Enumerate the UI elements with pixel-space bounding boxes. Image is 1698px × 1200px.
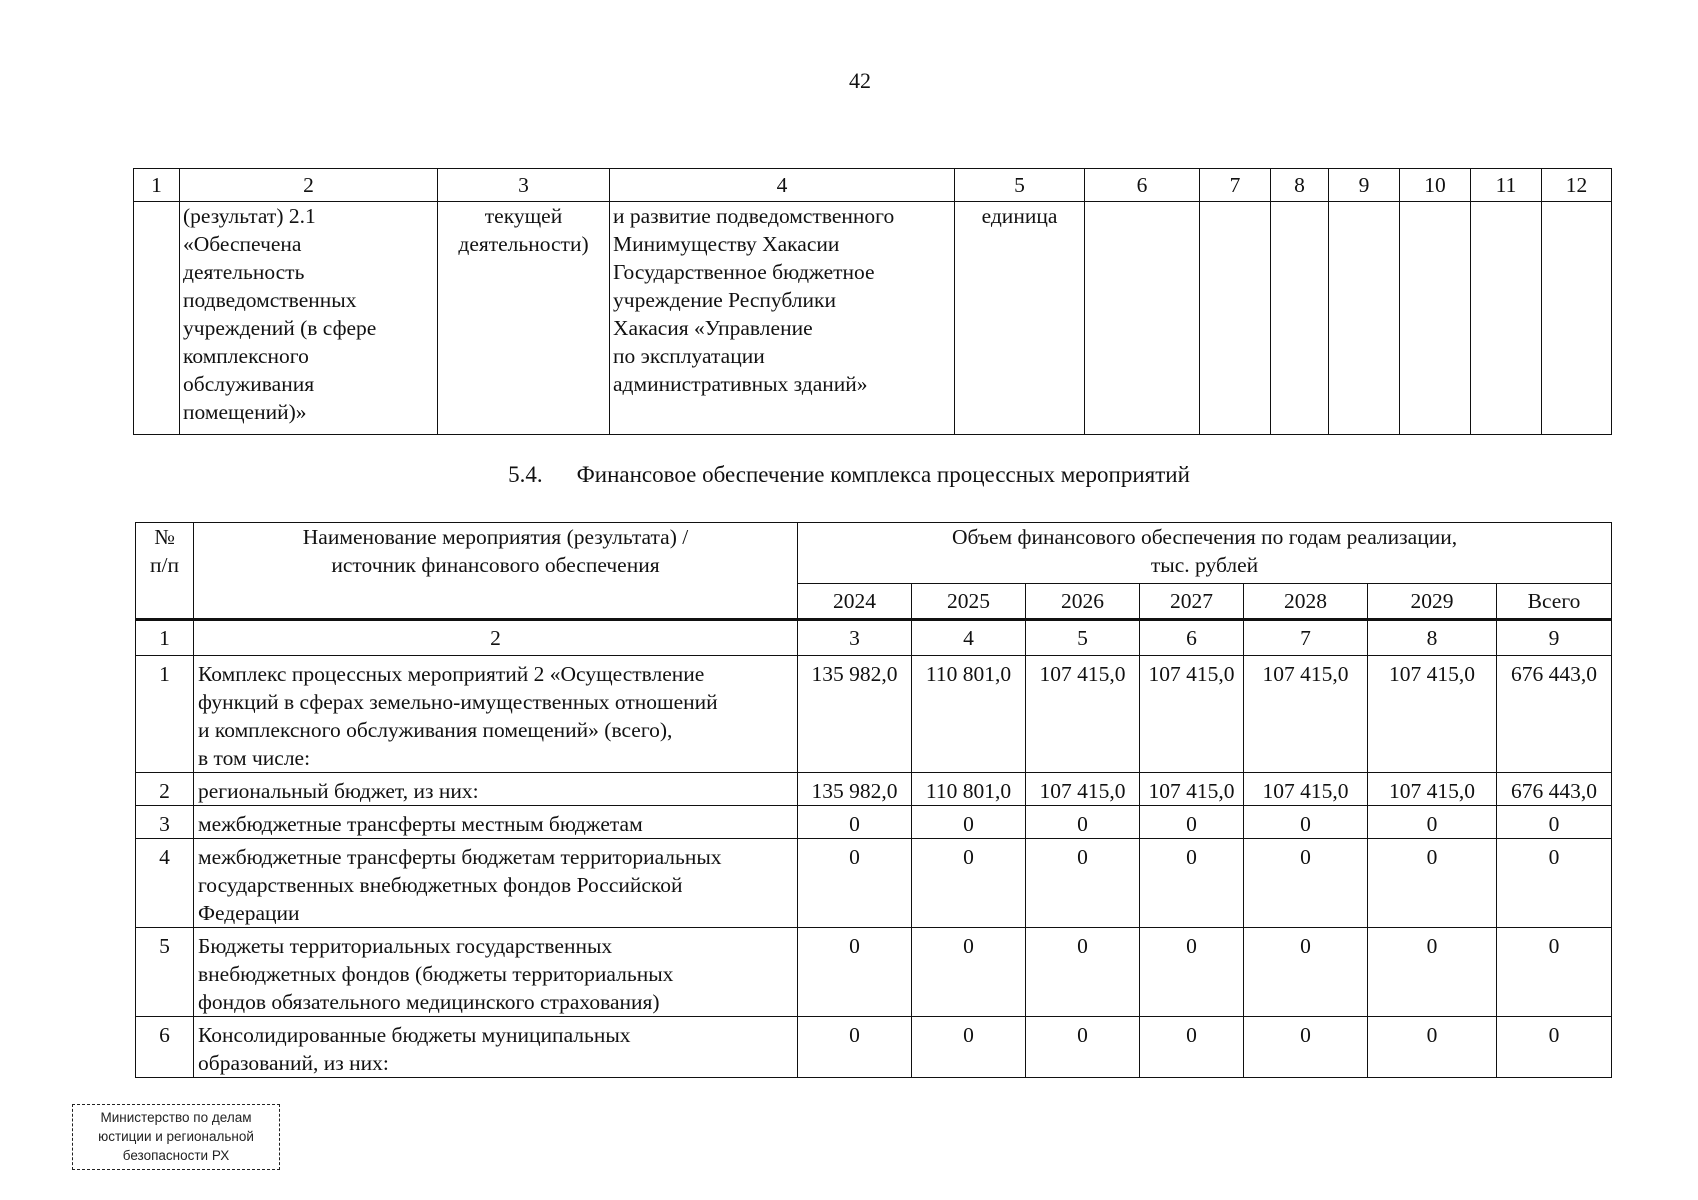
table-row [134,202,1612,435]
col-number: 4 [912,620,1026,656]
year-value: 107 415,0 [1368,773,1497,806]
year-value: 107 415,0 [1244,773,1368,806]
year-value: 0 [1140,839,1244,928]
col-number: 5 [1026,620,1140,656]
row-name [194,1017,798,1078]
year-value: 0 [1026,928,1140,1017]
stamp-line: безопасности РХ [122,1148,230,1163]
section-title: Финансовое обеспечение комплекса процессных мероприятий [576,462,1190,487]
page-number: 42 [849,68,871,93]
total-value: 0 [1497,1017,1612,1078]
table-cell [1400,202,1471,435]
row-number: 2 [136,773,194,806]
registration-stamp [72,1104,280,1170]
section-number: 5.4. [508,462,543,487]
text-line: деятельности) [458,232,589,256]
col-number: 1 [134,169,180,202]
col-number: 8 [1368,620,1497,656]
year-header: 2027 [1140,584,1244,620]
row-number: 6 [136,1017,194,1078]
text-line: Объем финансового обеспечения по годам реализации, [951,525,1458,549]
text-line: межбюджетные трансферты местным бюджетам [198,812,643,836]
text-line: «Обеспечена [183,232,302,256]
row-name [194,928,798,1017]
characteristic-cell [610,202,955,435]
year-value: 0 [1368,1017,1497,1078]
text-line: фондов обязательного медицинского страхования) [198,990,660,1014]
year-value: 107 415,0 [1140,656,1244,773]
row-number: 3 [136,806,194,839]
table-row [136,1017,1612,1078]
table-cell [134,202,180,435]
col-number: 4 [610,169,955,202]
text-line: в том числе: [198,746,311,770]
col-number: 9 [1497,620,1612,656]
text-line: тыс. рублей [1150,553,1259,577]
table-cell [1085,202,1200,435]
text-line: источник финансового обеспечения [331,553,660,577]
financing-table-body [136,656,1612,1078]
row-number: 1 [136,656,194,773]
table-row [136,928,1612,1017]
year-value: 135 982,0 [798,773,912,806]
result-name-cell [180,202,438,435]
col-number: 3 [438,169,610,202]
row-name [194,806,798,839]
table-cell [1200,202,1271,435]
year-value: 0 [912,839,1026,928]
year-value: 0 [798,928,912,1017]
column-number-row [136,620,1612,656]
year-value: 107 415,0 [1026,656,1140,773]
table-cell [1542,202,1612,435]
text-line: функций в сферах земельно-имущественных отношений [198,690,718,714]
text-line: внебюджетных фондов (бюджеты территориальных [198,962,674,986]
year-value: 0 [1140,928,1244,1017]
year-value: 107 415,0 [1244,656,1368,773]
table-cell [1271,202,1329,435]
col-number: 12 [1542,169,1612,202]
year-value: 135 982,0 [798,656,912,773]
row-name [194,656,798,773]
financing-table [135,522,1612,1078]
year-value: 0 [1368,928,1497,1017]
text-line: и развитие подведомственного [613,204,895,228]
col-number: 6 [1085,169,1200,202]
year-value: 107 415,0 [1140,773,1244,806]
year-value: 0 [1026,839,1140,928]
table-cell [1471,202,1542,435]
table-row [136,656,1612,773]
year-value: 0 [1026,806,1140,839]
year-value: 110 801,0 [912,773,1026,806]
year-value: 0 [912,928,1026,1017]
year-value: 0 [1368,839,1497,928]
text-line: Хакасия «Управление [613,316,813,340]
col-number: 1 [136,620,194,656]
total-value: 0 [1497,806,1612,839]
total-value: 676 443,0 [1497,656,1612,773]
table-row [136,839,1612,928]
text-line: обслуживания [183,372,315,396]
header-number [136,523,194,620]
text-line: Наименование мероприятия (результата) / [302,525,689,549]
year-header: 2024 [798,584,912,620]
col-number: 8 [1271,169,1329,202]
stamp-line: юстиции и региональной [98,1129,254,1144]
row-name [194,839,798,928]
year-value: 107 415,0 [1368,656,1497,773]
year-value: 0 [1368,806,1497,839]
year-value: 0 [1140,806,1244,839]
text-line: помещений)» [183,400,307,424]
text-line: п/п [150,553,179,577]
year-value: 0 [912,806,1026,839]
text-line: и комплексного обслуживания помещений» (всего), [198,718,673,742]
year-value: 0 [1244,1017,1368,1078]
text-line: образований, из них: [198,1051,389,1075]
total-value: 676 443,0 [1497,773,1612,806]
year-value: 0 [798,1017,912,1078]
text-line: Комплекс процессных мероприятий 2 «Осуществление [198,662,705,686]
year-value: 0 [798,806,912,839]
text-line: № [154,525,175,549]
col-number: 2 [180,169,438,202]
year-value: 0 [1244,928,1368,1017]
row-number: 5 [136,928,194,1017]
col-number: 10 [1400,169,1471,202]
text-line: учреждений (в сфере [183,316,377,340]
activity-type-cell [438,202,610,435]
year-value: 0 [912,1017,1026,1078]
text-line: региональный бюджет, из них: [198,779,479,803]
text-line: межбюджетные трансферты бюджетам территориальных [198,845,722,869]
text-line: Минимуществу Хакасии [613,232,840,256]
section-heading [0,462,1698,488]
table-header-row [136,523,1612,584]
text-line: государственных внебюджетных фондов Российской [198,873,683,897]
year-value: 110 801,0 [912,656,1026,773]
header-name [194,523,798,620]
text-line: деятельность [183,260,305,284]
year-value: 0 [1140,1017,1244,1078]
text-line: подведомственных [183,288,357,312]
stamp-line: Министерство по делам [100,1110,252,1125]
row-number: 4 [136,839,194,928]
table-row [136,806,1612,839]
activity-table-continuation [133,168,1612,435]
text-line: административных зданий» [613,372,868,396]
total-header: Всего [1497,584,1612,620]
header-volume [798,523,1612,584]
year-value: 0 [798,839,912,928]
text-line: Федерации [198,901,300,925]
col-number: 7 [1200,169,1271,202]
row-name [194,773,798,806]
year-header: 2029 [1368,584,1497,620]
year-header: 2026 [1026,584,1140,620]
year-value: 0 [1026,1017,1140,1078]
text-line: текущей [484,204,563,228]
unit-cell: единица [955,202,1085,435]
year-value: 107 415,0 [1026,773,1140,806]
col-number: 3 [798,620,912,656]
column-number-row [134,169,1612,202]
year-header: 2025 [912,584,1026,620]
year-header: 2028 [1244,584,1368,620]
col-number: 5 [955,169,1085,202]
col-number: 2 [194,620,798,656]
total-value: 0 [1497,839,1612,928]
total-value: 0 [1497,928,1612,1017]
col-number: 11 [1471,169,1542,202]
year-value: 0 [1244,839,1368,928]
col-number: 6 [1140,620,1244,656]
text-line: Консолидированные бюджеты муниципальных [198,1023,631,1047]
text-line: Государственное бюджетное [613,260,875,284]
text-line: по эксплуатации [613,344,765,368]
col-number: 7 [1244,620,1368,656]
text-line: комплексного [183,344,309,368]
table-cell [1329,202,1400,435]
col-number: 9 [1329,169,1400,202]
text-line: (результат) 2.1 [183,204,316,228]
table-row [136,773,1612,806]
text-line: учреждение Республики [613,288,836,312]
text-line: Бюджеты территориальных государственных [198,934,613,958]
year-value: 0 [1244,806,1368,839]
